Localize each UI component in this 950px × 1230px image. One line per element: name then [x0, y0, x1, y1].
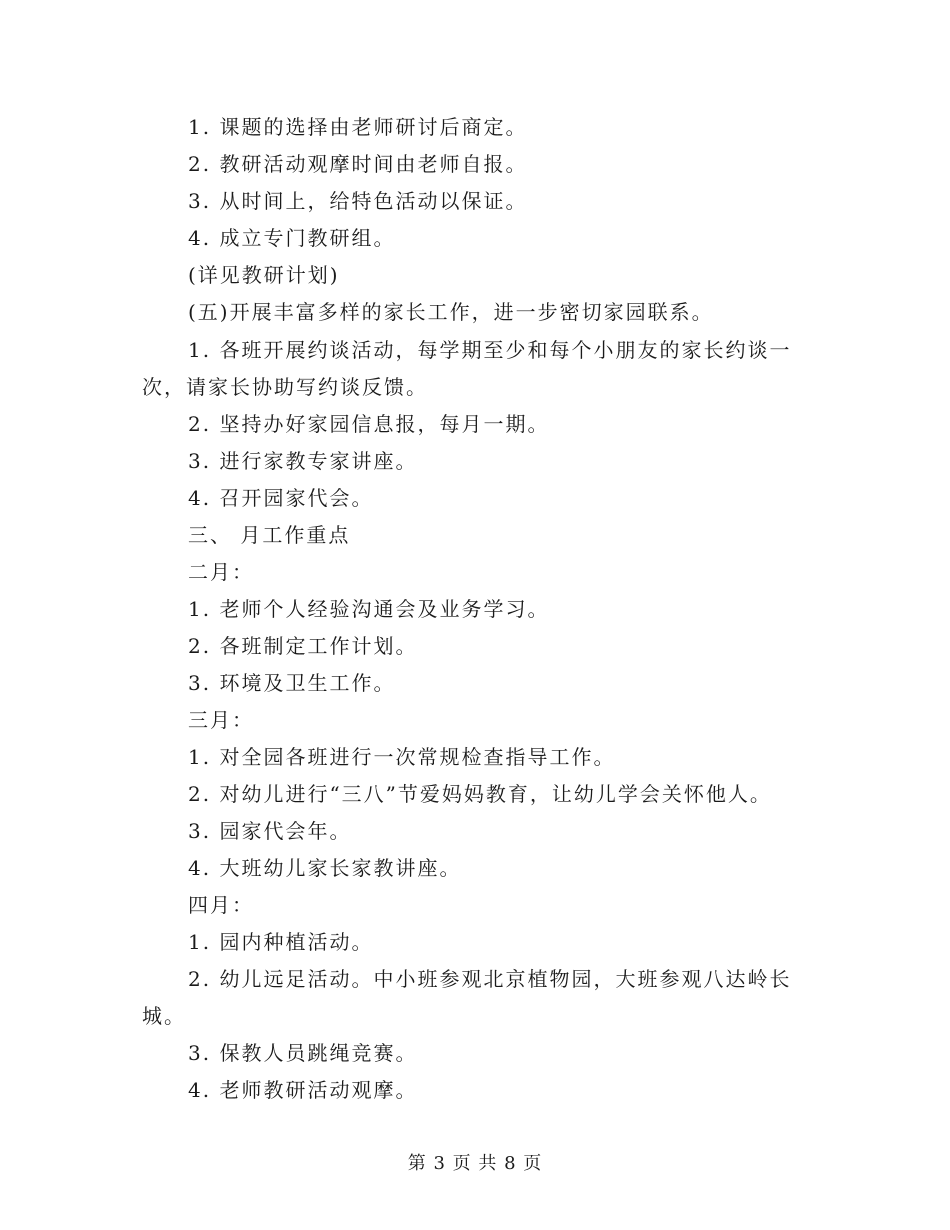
section-heading: 三、 月工作重点: [188, 523, 351, 547]
list-item: 2. 幼儿远足活动。中小班参观北京植物园，大班参观八达岭长: [188, 967, 792, 991]
list-item: 2. 教研活动观摩时间由老师自报。: [188, 152, 528, 176]
list-item: 1. 园内种植活动。: [188, 930, 374, 954]
list-item: 4. 大班幼儿家长家教讲座。: [188, 856, 462, 880]
paragraph-continuation: 次，请家长协助写约谈反馈。: [142, 375, 428, 399]
list-item: 1. 老师个人经验沟通会及业务学习。: [188, 597, 550, 621]
page-footer: 第 3 页 共 8 页: [407, 1153, 543, 1174]
list-item: 3. 园家代会年。: [188, 819, 352, 843]
section-heading: (五)开展丰富多样的家长工作，进一步密切家园联系。: [188, 300, 714, 324]
month-heading: 三月：: [188, 708, 254, 732]
list-item: 3. 保教人员跳绳竞赛。: [188, 1041, 418, 1065]
paragraph-continuation: 城。: [142, 1004, 186, 1028]
list-item: 2. 对幼儿进行“三八”节爱妈妈教育，让幼儿学会关怀他人。: [188, 782, 772, 806]
month-heading: 二月：: [188, 560, 254, 584]
month-heading: 四月：: [188, 893, 254, 917]
list-item: 4. 成立专门教研组。: [188, 226, 396, 250]
list-item: 4. 老师教研活动观摩。: [188, 1078, 418, 1102]
list-item: 1. 对全园各班进行一次常规检查指导工作。: [188, 745, 616, 769]
list-item: 3. 环境及卫生工作。: [188, 671, 396, 695]
list-item: 1. 各班开展约谈活动，每学期至少和每个小朋友的家长约谈一: [188, 338, 792, 362]
list-item: 3. 进行家教专家讲座。: [188, 449, 418, 473]
list-item: 1. 课题的选择由老师研讨后商定。: [188, 115, 528, 139]
paragraph: (详见教研计划): [188, 263, 340, 287]
list-item: 2. 坚持办好家园信息报，每月一期。: [188, 412, 550, 436]
list-item: 2. 各班制定工作计划。: [188, 634, 418, 658]
list-item: 3. 从时间上，给特色活动以保证。: [188, 189, 528, 213]
list-item: 4. 召开园家代会。: [188, 486, 374, 510]
